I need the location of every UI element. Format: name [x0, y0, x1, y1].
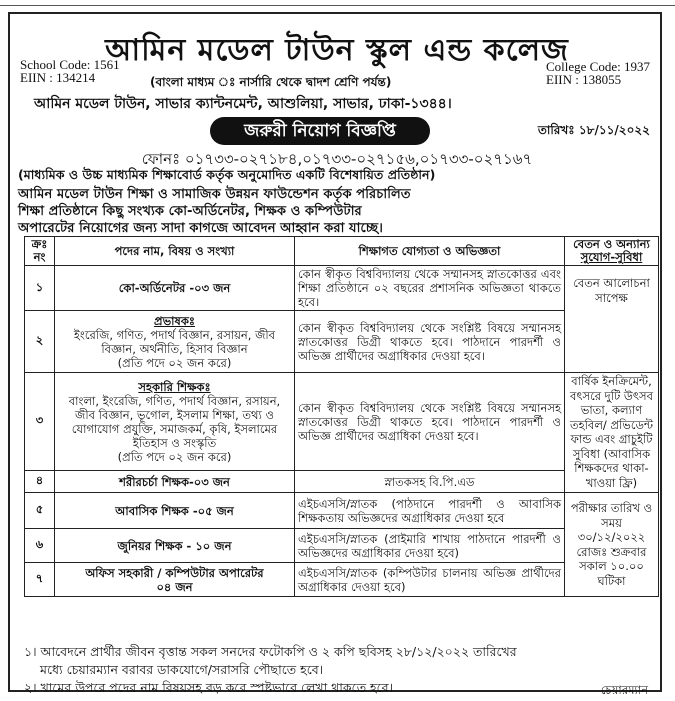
- row-post-title: সহকারি শিক্ষকঃ: [138, 379, 211, 394]
- row-serial: ২: [25, 311, 55, 373]
- header-serial: [25, 237, 55, 266]
- header-serial-line1: ক্রঃ: [31, 237, 48, 251]
- row-post-title: অফিস সহকারী / কম্পিউটার অপারেটর: [85, 565, 264, 580]
- row-qualification: এইচএসসি/স্নাতক (কম্পিউটার চালনায় অভিজ্ঞ প্রার্থীদের অগ্রাধিকার দেওয়া হবে): [295, 563, 565, 597]
- benefit-cell-extras: [565, 373, 659, 493]
- row-post-count: (প্রতি পদে ০২ জন করে): [117, 449, 232, 464]
- row-post-title: প্রভাষকঃ: [153, 313, 195, 328]
- intro-line-4: অপারেটের নিয়োগের জন্য সাদা কাগজে আবেদন আহ্বান করা যাচ্ছে।: [18, 221, 383, 236]
- college-code: College Code: 1937: [546, 59, 650, 74]
- header-benefit-line1: বেতন ও অন্যান্য: [573, 237, 650, 251]
- row-serial: ৫: [25, 493, 55, 529]
- row-post-title: শরীরচর্চা শিক্ষক-০৩ জন: [55, 471, 295, 493]
- row-qualification: স্নাতকসহ বি.পি.এড: [295, 471, 565, 493]
- intro-line-2: আমিন মডেল টাউন শিক্ষা ও সামাজিক উন্নয়ন ফাউন্ডেশন কর্তৃক পরিচালিত: [18, 187, 411, 202]
- footer-note-1-line-1: ১। আবেদনে প্রার্থীর জীবন বৃত্তান্ত সকল সনদের ফটোকপি ও ২ কপি ছবিসহ ২৮/১২/২০২২ তারিখের: [24, 644, 517, 659]
- row-post-title: জুনিয়র শিক্ষক - ১০ জন: [55, 529, 295, 563]
- chairman-signature: চেয়ারম্যান: [600, 683, 648, 697]
- row-serial: ৪: [25, 471, 55, 493]
- row-serial: ৭: [25, 563, 55, 597]
- footer-note-1-line-2: মধ্যে চেয়ারম্যান বরাবর ডাকযোগে/সরাসরি পৌছাতে হবে।: [40, 662, 324, 677]
- top-border-line: [0, 0, 675, 6]
- notice-frame: [8, 12, 662, 697]
- school-code-block: [20, 58, 120, 84]
- benefit-cell-top: [565, 266, 659, 373]
- table-header-row: [25, 237, 659, 266]
- school-code: School Code: 1561: [20, 57, 120, 72]
- row-qualification: কোন স্বীকৃত বিশ্ববিদ্যালয় থেকে সংশ্লিষ্ট বিষয়ে সম্মানসহ স্নাতকোত্তর ডিগ্রী থাকতে হবে। পাঠদানে পারদর্শী ও অভিজ্ঞ প্রার্থীদের অগ্রাধিকার দেওয়া হবে।: [295, 311, 565, 373]
- intro-line-3: শিক্ষা প্রতিষ্ঠানে কিছু সংখ্যক কো-অর্ডিনেটর, শিক্ষক ও কম্পিউটার: [18, 204, 362, 219]
- row-post: [55, 563, 295, 597]
- institution-title: আমিন মডেল টাউন স্কুল এন্ড কলেজ: [105, 33, 569, 68]
- row-post-detail: বাংলা, ইংরেজি, গণিত, পদার্থ বিজ্ঞান, রসায়ন, জীব বিজ্ঞান, ভূগোল, ইসলাম শিক্ষা, তথ্য ও যোগাযোগ প্রযুক্তি, সমাজকর্ম, কৃষি, ইসলামের ইতিহাস ও সংস্কৃতি: [68, 393, 281, 450]
- table-row: [25, 493, 659, 529]
- urgent-notice-badge: জরুরী নিয়োগ বিজ্ঞপ্তি: [210, 117, 430, 145]
- row-post: [55, 311, 295, 373]
- header-qualification: শিক্ষাগত যোগ্যতা ও অভিজ্ঞতা: [295, 237, 565, 266]
- row-qualification: কোন স্বীকৃত বিশ্ববিদ্যালয় থেকে সম্মানসহ স্নাতকোত্তর এবং শিক্ষা প্রতিষ্ঠানে ০২ বছরের প্রশাসনিক অভিজ্ঞতা থাকতে হবে।: [295, 266, 565, 311]
- exam-info-cell: [565, 493, 659, 597]
- header-serial-line2: নং: [33, 250, 46, 264]
- row-qualification: এইচএসসি/স্নাতক (পাঠদানে পারদর্শী ও আবাসিক শিক্ষকতায় অভিজ্ঞদের অগ্রাধিকার দেওয়া হবে: [295, 493, 565, 529]
- benefit-extras: বার্ষিক ইনক্রিমেন্ট, বৎসরে দুটি উৎসব ভাতা, কল্যাণ তহবিল/ প্রভিডেন্ট ফান্ড এবং গ্রাচুইটি সুবিধা (আবাসিক শিক্ষকদের থাকা-খাওয়া ফ্রি): [569, 374, 654, 490]
- exam-info: পরীক্ষার তারিখ ও সময় ৩০/১২/২০২২ রোজঃ শুক্রবার সকাল ১০.০০ ঘটিকা: [570, 501, 653, 588]
- phone-numbers: ফোনঃ ০১৭৩৩-০২৭১৮৪,০১৭৩৩-০২৭১৫৬,০১৭৩৩-০২৭১৬৭: [141, 150, 533, 168]
- medium-info: (বাংলা মাধ্যম ঃ নার্সারি থেকে দ্বাদশ শ্রেণি পর্যন্ত): [150, 75, 392, 89]
- row-qualification: এইচএসসি/স্নাতক (প্রাইমারি শাখায় পাঠদানে পারদর্শী ও অভিজ্ঞদের অগ্রাধিকার দেওয়া হবে): [295, 529, 565, 563]
- row-post-count: (প্রতি পদে ০২ জন করে): [117, 355, 232, 370]
- footer-note-2: ২। খামের উপরে পদের নাম বিষয়সহ বড় করে স্পষ্টভাবে লেখা থাকতে হবে।: [24, 680, 394, 695]
- table-row: [25, 266, 659, 311]
- header-post: পদের নাম, বিষয় ও সংখ্যা: [55, 237, 295, 266]
- row-serial: ৩: [25, 373, 55, 471]
- header-benefit-line2: সুযোগ-সুবিধা: [580, 250, 643, 264]
- row-post-title: আবাসিক শিক্ষক -০৫ জন: [55, 493, 295, 529]
- table-row: [25, 311, 659, 373]
- table-row: [25, 529, 659, 563]
- college-eiin: EIIN : 138055: [546, 72, 622, 87]
- header-benefit: [565, 237, 659, 266]
- address: আমিন মডেল টাউন, সাভার ক্যান্টনমেন্ট, আশুলিয়া, সাভার, ঢাকা-১৩৪৪।: [34, 96, 452, 112]
- table-row: [25, 563, 659, 597]
- benefit-salary: বেতন আলোচনা সাপেক্ষ: [573, 276, 650, 305]
- row-qualification: কোন স্বীকৃত বিশ্ববিদ্যালয় থেকে সংশ্লিষ্ট বিষয়ে সম্মানসহ স্নাতকোত্তর ডিগ্রী থাকতে হবে। পাঠদানে পারদর্শী ও অভিজ্ঞ প্রার্থীদের অগ্রাধিকা দেওয়া হবে।: [295, 373, 565, 471]
- row-post-detail: ইংরেজি, গণিত, পদার্থ বিজ্ঞান, রসায়ন, জীব বিজ্ঞান, অর্থনীতি, হিসাব বিজ্ঞান: [73, 327, 276, 356]
- row-post: [55, 373, 295, 471]
- row-serial: ৬: [25, 529, 55, 563]
- row-serial: ১: [25, 266, 55, 311]
- notice-date: তারিখঃ ১৮/১১/২০২২: [537, 123, 650, 137]
- row-post-count: ০৪ জন: [156, 579, 193, 594]
- college-code-block: [546, 60, 650, 86]
- school-eiin: EIIN : 134214: [20, 70, 96, 85]
- row-post-title: কো-অর্ডিনেটর -০৩ জন: [55, 266, 295, 311]
- vacancy-table: [24, 236, 659, 597]
- table-row: [25, 471, 659, 493]
- table-row: [25, 373, 659, 471]
- intro-line-1: (মাধ্যমিক ও উচ্চ মাধ্যমিক শিক্ষাবোর্ড কর্তৃক অনুমোদিত একটি বিশেষায়িত প্রতিষ্ঠান): [18, 167, 436, 182]
